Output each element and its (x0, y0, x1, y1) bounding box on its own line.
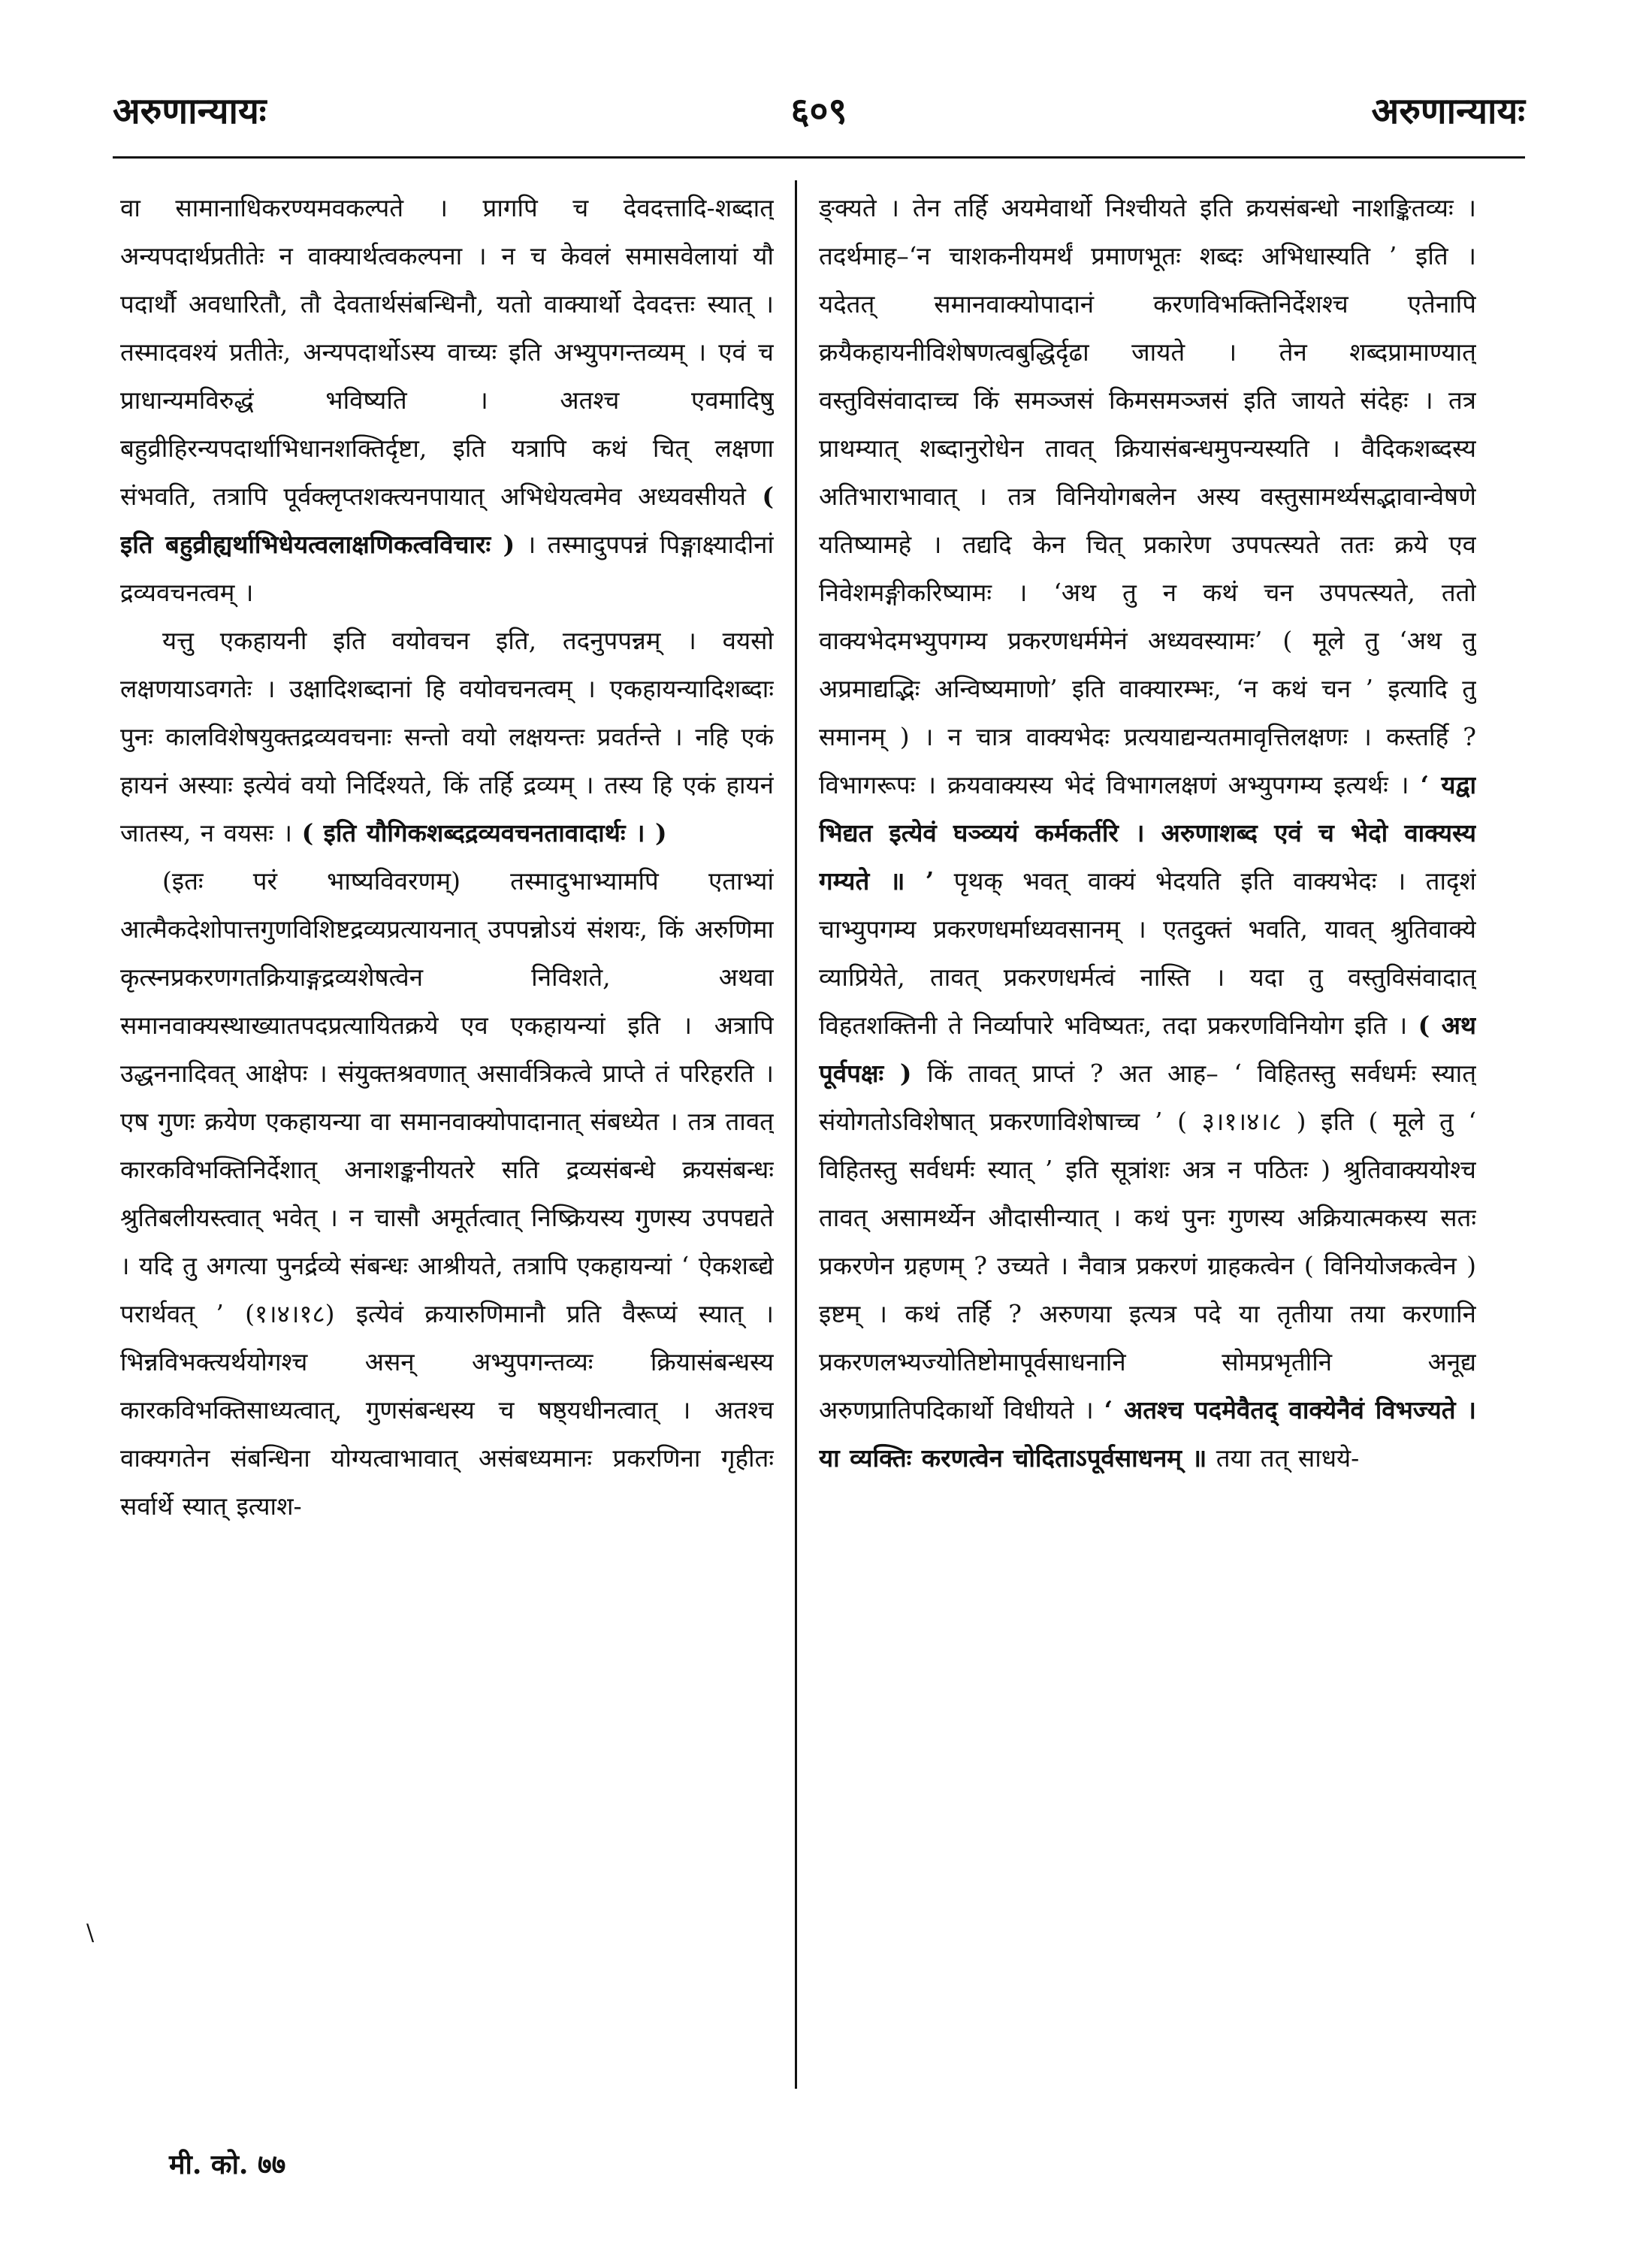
right-paragraph-1 (819, 184, 1476, 1482)
page-number: ६०९ (790, 90, 847, 132)
margin-tick-mark: \ (86, 1920, 95, 1946)
left-p1-bold: ( इति बहुव्रीह्यर्थाभिधेयत्वलाक्षणिकत्वविचारः ) (120, 482, 774, 559)
page-header (113, 90, 1525, 158)
left-paragraph-2 (120, 617, 774, 857)
right-p1-text: ङ्क्यते । तेन तर्हि अयमेवार्थो निश्चीयते इति क्रयसंबन्धो नाशङ्कितव्यः । तदर्थमाह–‘न चाशकनीयमर्थं प्रमाणभूतः शब्दः अभिधास्यति ’ इति । यदेतत् समानवाक्योपादानं करणविभक्तिनिर्देशश्च एतेनापि क्रयैकहायनीविशेषणत्वबुद्धिर्दृढा जायते । तेन शब्दप्रामाण्यात् वस्तुविसंवादाच्च किं समञ्जसं किमसमञ्जसं इति जायते संदेहः । तत्र प्राथम्यात् शब्दानुरोधेन तावत् क्रियासंबन्धमुपन्यस्यति । वैदिकशब्दस्य अतिभाराभावात् । तत्र विनियोगबलेन अस्य वस्तुसामर्थ्यसद्भावान्वेषणे यतिष्यामहे । तद्यदि केन चित् प्रकारेण उपपत्स्यते ततः क्रये एव निवेशमङ्गीकरिष्यामः । ‘अथ तु न कथं चन उपपत्स्यते, ततो वाक्यभेदमभ्युपगम्य प्रकरणधर्ममेनं अध्यवस्यामः’ ( मूले तु ‘अथ तु अप्रमाद्यद्भिः अन्विष्यमाणो’ इति वाक्यारम्भः, ‘न कथं चन ’ इत्यादि तु समानम् ) । न चात्र वाक्यभेदः प्रत्ययाद्यन्यतमावृत्तिलक्षणः । कस्तर्हि ? विभागरूपः । क्रयवाक्यस्य भेदं विभागलक्षणं अभ्युपगम्य इत्यर्थः । (819, 193, 1476, 799)
running-title-right: अरुणान्यायः (1371, 90, 1525, 132)
right-p2-text: पृथक् भवत् वाक्यं भेदयति इति वाक्यभेदः । तादृशं चाभ्युपगम्य प्रकरणधर्माध्यवसानम् । एतदुक्तं भवति, यावत् श्रुतिवाक्ये व्याप्रियेते, तावत् प्रकरणधर्मत्वं नास्ति । यदा तु वस्तुविसंवादात् विहतशक्तिनी ते निर्व्यापारे भविष्यतः, तदा प्रकरणविनियोग इति । (819, 866, 1476, 1040)
left-p3-text: (इतः परं भाष्यविवरणम्) तस्मादुभाभ्यामपि एताभ्यां आत्मैकदेशोपात्तगुणविशिष्टद्रव्यप्रत्यायनात् उपपन्नोऽयं संशयः, किं अरुणिमा कृत्स्नप्रकरणगतक्रियाङ्गद्रव्यशेषत्वेन निविशते, अथवा समानवाक्यस्थाख्यातपदप्रत्यायितक्रये एव एकहायन्यां इति । अत्रापि उद्धननादिवत् आक्षेपः । संयुक्तश्रवणात् असार्वत्रिकत्वे प्राप्ते तं परिहरति । एष गुणः क्रयेण एकहायन्या वा समानवाक्योपादानात् संबध्येत । तत्र तावत् कारकविभक्तिनिर्देशात् अनाशङ्कनीयतरे सति द्रव्यसंबन्धे क्रयसंबन्धः श्रुतिबलीयस्त्वात् भवेत् । न चासौ अमूर्तत्वात् निष्क्रियस्य गुणस्य उपपद्यते । यदि तु अगत्या पुनर्द्रव्ये संबन्धः आश्रीयते, तत्रापि एकहायन्यां ‘ ऐकशब्द्ये परार्थवत् ’ (१।४।१८) इत्येवं क्रयारुणिमानौ प्रति वैरूप्यं स्यात् । भिन्नविभक्त्यर्थयोगश्च असन् अभ्युपगन्तव्यः क्रियासंबन्धस्य कारकविभक्तिसाध्यत्वात्, गुणसंबन्धस्य च षष्ठ्यधीनत्वात् । अतश्च वाक्यगतेन संबन्धिना योग्यत्वाभावात् असंबध्यमानः प्रकरणिना गृहीतः सर्वार्थे स्यात् इत्याश- (120, 866, 774, 1521)
left-column (120, 184, 774, 2100)
column-divider (795, 180, 797, 2089)
footer-signature: मी. को. ७७ (169, 2149, 286, 2180)
left-paragraph-3 (120, 857, 774, 1530)
right-p3-text: किं तावत् प्राप्तं ? अत आह– ‘ विहितस्तु सर्वधर्मः स्यात् संयोगतोऽविशेषात् प्रकरणाविशेषाच्च ’ ( ३।१।४।८ ) इति ( मूले तु ‘ विहितस्तु सर्वधर्मः स्यात् ’ इति सूत्रांशः अत्र न पठितः ) श्रुतिवाक्ययोश्च तावत् असामर्थ्येन औदासीन्यात् । कथं पुनः गुणस्य अक्रियात्मकस्य सतः प्रकरणेन ग्रहणम् ? उच्यते । नैवात्र प्रकरणं ग्राहकत्वेन ( विनियोजकत्वेन ) इष्टम् । कथं तर्हि ? अरुणया इत्यत्र पदे या तृतीया तया करणानि प्रकरणलभ्यज्योतिष्टोमापूर्वसाधनानि सोमप्रभृतीनि अनूद्य अरुणप्रातिपदिकार्थो विधीयते । (819, 1059, 1476, 1425)
running-title-left: अरुणान्यायः (113, 90, 267, 132)
right-column (819, 184, 1476, 2100)
header-rule (113, 156, 1525, 159)
right-p1-verse: ‘ यद्वा भिद्यत इत्येवं घञ्व्ययं कर्मकर्तरि । अरुणाशब्द एवं च भेदो वाक्यस्य गम्यते ॥ ’ (819, 770, 1476, 896)
left-p2-bold: ( इति यौगिकशब्दद्रव्यवचनतावादार्थः । ) (301, 818, 667, 848)
left-p2-text: यत्तु एकहायनी इति वयोवचन इति, तदनुपपन्नम् । वयसो लक्षणयाऽवगतेः । उक्षादिशब्दानां हि वयोवचनत्वम् । एकहायन्यादिशब्दाः पुनः कालविशेषयुक्तद्रव्यवचनाः सन्तो वयो लक्षयन्तः प्रवर्तन्ते । नहि एकं हायनं अस्याः इत्येवं वयो निर्दिश्यते, किं तर्हि द्रव्यम् । तस्य हि एकं हायनं जातस्य, न वयसः । (120, 626, 774, 848)
left-p1-text: वा सामानाधिकरण्यमवकल्पते । प्रागपि च देवदत्तादि-शब्दात् अन्यपदार्थप्रतीतेः न वाक्यार्थत्वकल्पना । न च केवलं समासवेलायां यौ पदार्थौ अवधारितौ, तौ देवतार्थसंबन्धिनौ, यतो वाक्यार्थो देवदत्तः स्यात् । तस्मादवश्यं प्रतीतेः, अन्यपदार्थोऽस्य वाच्यः इति अभ्युपगन्तव्यम् । एवं च प्राधान्यमविरुद्धं भविष्यति । अतश्च एवमादिषु बहुव्रीहिरन्यपदार्थाभिधानशक्तिर्दृष्टा, इति यत्रापि कथं चित् लक्षणा संभवति, तत्रापि पूर्वक्लृप्तशक्त्यनपायात् अभिधेयत्वमेव अध्यवसीयते (120, 193, 774, 511)
left-paragraph-1 (120, 184, 774, 617)
right-p3-end: तया तत् साधये- (1216, 1443, 1360, 1473)
right-p3-verse: ‘ अतश्च पदमेवैतद् वाक्येनैवं विभज्यते । या व्यक्तिः करणत्वेन चोदिताऽपूर्वसाधनम् ॥ (819, 1395, 1476, 1473)
right-p2-bold: ( अथ पूर्वपक्षः ) (819, 1011, 1476, 1088)
left-p1-end: । तस्मादुपपन्नं पिङ्गाक्ष्यादीनां द्रव्यवचनत्वम् । (120, 530, 774, 607)
